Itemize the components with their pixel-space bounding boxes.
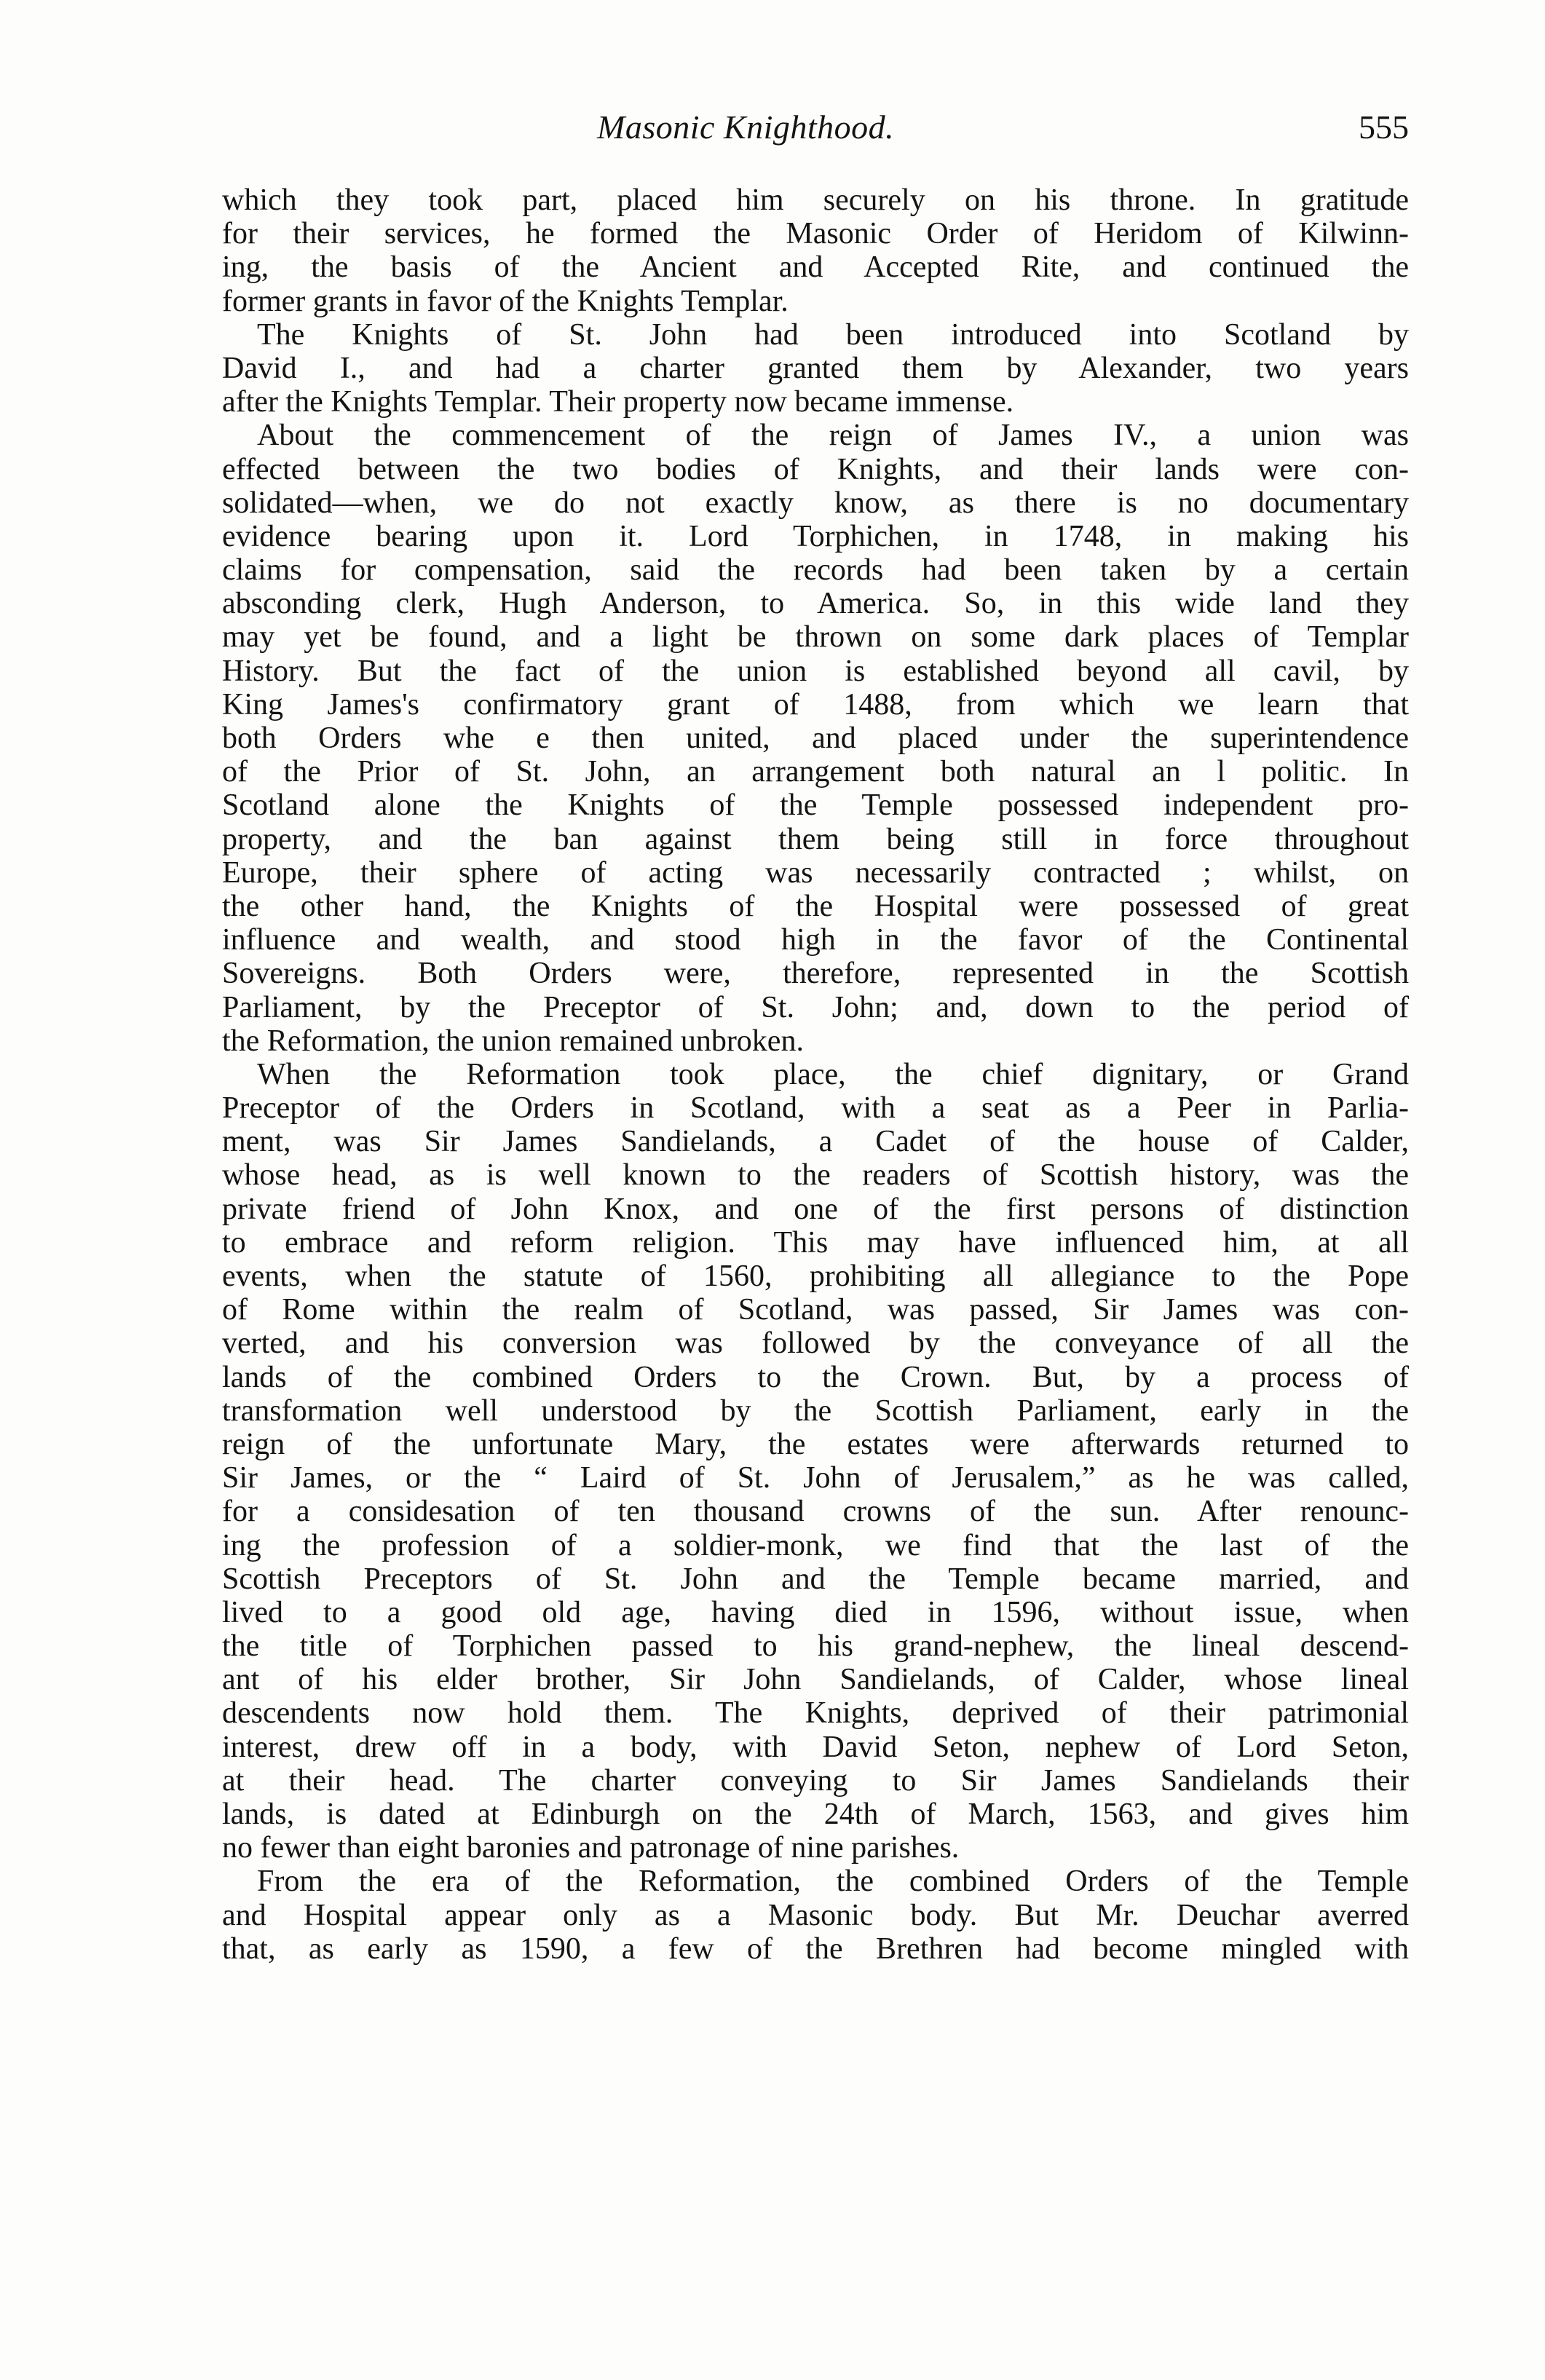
text-line: at their head. The charter conveying to Sir James Sandielands their [222,1763,1409,1798]
text-line: ment, was Sir James Sandielands, a Cadet of the house of Calder, [222,1125,1409,1159]
text-line: ing, the basis of the Ancient and Accepted Rite, and continued the [222,250,1409,285]
page-header [222,108,1409,166]
text-line: lands of the combined Orders to the Crown. But, by a process of [222,1360,1409,1394]
text-line: that, as early as 1590, a few of the Brethren had become mingled with [222,1932,1409,1966]
text-line: may yet be found, and a light be thrown on some dark places of Templar [222,620,1409,655]
text-line: former grants in favor of the Knights Templar. [222,284,789,318]
text-line: to embrace and reform religion. This may have influenced him, at all [222,1225,1409,1260]
text-line: Europe, their sphere of acting was necessarily contracted ; whilst, on [222,855,1409,890]
text-line: ant of his elder brother, Sir John Sandielands, of Calder, whose lineal [222,1663,1409,1697]
text-line: Preceptor of the Orders in Scotland, with a seat as a Peer in Parlia- [222,1091,1409,1126]
page-number: 555 [1359,108,1409,146]
text-line: descendents now hold them. The Knights, deprived of their patrimonial [222,1696,1409,1731]
text-line: King James's confirmatory grant of 1488, from which we learn that [222,687,1409,721]
text-line: History. But the fact of the union is established beyond all cavil, by [222,654,1409,688]
text-line: the Reformation, the union remained unbroken. [222,1024,804,1058]
text-line: absconding clerk, Hugh Anderson, to America. So, in this wide land they [222,587,1409,621]
text-line: events, when the statute of 1560, prohibiting all allegiance to the Pope [222,1260,1409,1293]
text-line: Scotland alone the Knights of the Temple possessed independent pro- [222,788,1409,823]
paragraph-first-line: When the Reformation took place, the chief dignitary, or Grand [257,1057,1409,1091]
text-line: verted, and his conversion was followed by the conveyance of all the [222,1327,1409,1361]
text-line: evidence bearing upon it. Lord Torphichen, in 1748, in making his [222,519,1409,553]
text-line: effected between the two bodies of Knights, and their lands were con- [222,452,1409,486]
text-line: no fewer than eight baronies and patronage of nine parishes. [222,1831,960,1865]
text-line: David I., and had a charter granted them by Alexander, two years [222,351,1409,385]
text-line: of the Prior of St. John, an arrangement both natural an l politic. In [222,755,1409,789]
text-line: influence and wealth, and stood high in the favor of the Continental [222,923,1409,957]
paragraph-first-line: About the commencement of the reign of James IV., a union was [257,419,1409,453]
text-line: lived to a good old age, having died in 1596, without issue, when [222,1595,1409,1629]
text-line: and Hospital appear only as a Masonic body. But Mr. Deuchar averred [222,1898,1409,1932]
text-line: Scottish Preceptors of St. John and the Temple became married, and [222,1562,1409,1596]
text-line: ing the profession of a soldier-monk, we find that the last of the [222,1528,1409,1562]
text-line: for their services, he formed the Masonic Order of Heridom of Kilwinn- [222,217,1409,251]
text-line: Parliament, by the Preceptor of St. John; and, down to the period of [222,990,1409,1024]
text-line: both Orders whe e then united, and placed under the superintendence [222,721,1409,755]
text-line: lands, is dated at Edinburgh on the 24th of March, 1563, and gives him [222,1798,1409,1831]
text-line: property, and the ban against them being still in force throughout [222,822,1409,856]
text-line: for a considesation of ten thousand crowns of the sun. After renounc- [222,1495,1409,1529]
text-line: private friend of John Knox, and one of the first persons of distinction [222,1192,1409,1226]
text-line: reign of the unfortunate Mary, the estates were afterwards returned to [222,1427,1409,1461]
text-line: the title of Torphichen passed to his grand-nephew, the lineal descend- [222,1629,1409,1664]
running-title: Masonic Knighthood. [597,108,895,146]
text-line: interest, drew off in a body, with David Seton, nephew of Lord Seton, [222,1730,1409,1764]
text-line: Sir James, or the “ Laird of St. John of Jerusalem,” as he was called, [222,1461,1409,1495]
text-line: transformation well understood by the Scottish Parliament, early in the [222,1393,1409,1428]
text-line: solidated—when, we do not exactly know, as there is no documentary [222,486,1409,520]
text-line: Sovereigns. Both Orders were, therefore, represented in the Scottish [222,957,1409,991]
body-text [222,183,1409,2353]
text-line: after the Knights Templar. Their property now became immense. [222,385,1014,419]
text-line: of Rome within the realm of Scotland, was passed, Sir James was con- [222,1293,1409,1327]
paragraph-first-line: The Knights of St. John had been introduced into Scotland by [257,317,1409,352]
text-line: claims for compensation, said the records had been taken by a certain [222,553,1409,588]
paragraph-first-line: From the era of the Reformation, the combined Orders of the Temple [257,1865,1409,1899]
text-line: whose head, as is well known to the readers of Scottish history, was the [222,1158,1409,1193]
text-line: the other hand, the Knights of the Hospital were possessed of great [222,889,1409,923]
text-line: which they took part, placed him securely on his throne. In gratitude [222,183,1409,217]
